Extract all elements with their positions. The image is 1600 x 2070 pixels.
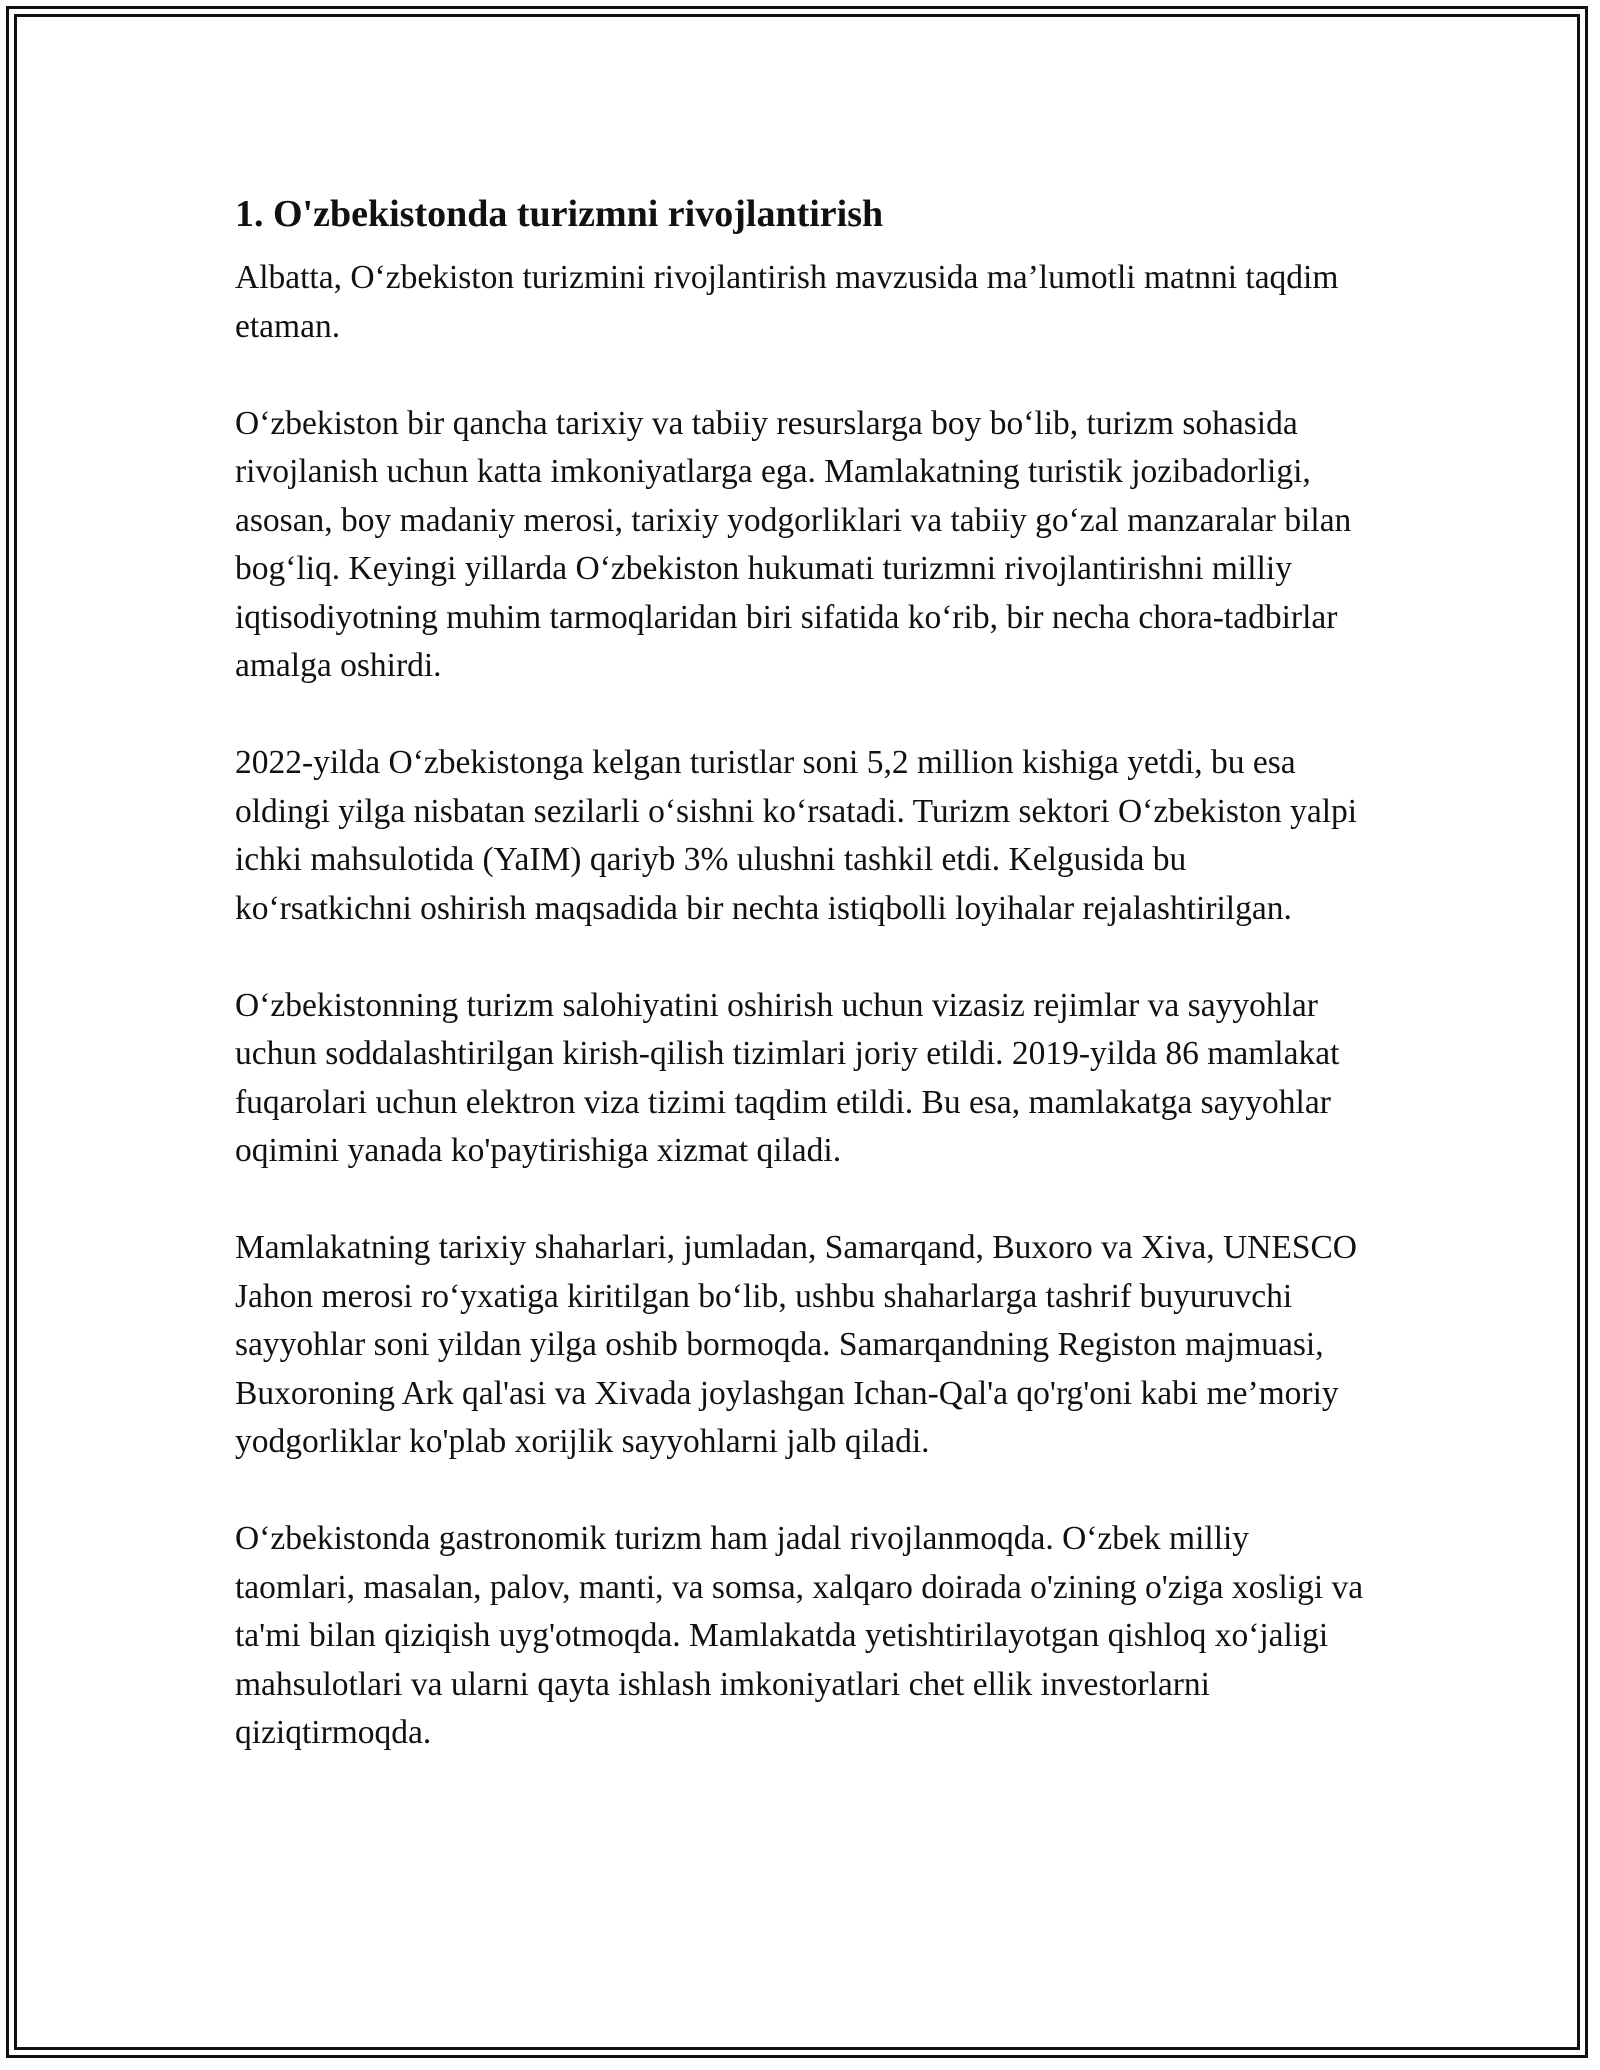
- paragraph-intro: Albatta, O‘zbekiston turizmini rivojlantirish mavzusida ma’lumotli matnni taqdim etaman.: [235, 259, 1339, 345]
- document-body: [235, 188, 1370, 1806]
- section-heading: 1. O'zbekistonda turizmni rivojlantirish: [235, 193, 884, 235]
- paragraph-visa: O‘zbekistonning turizm salohiyatini oshirish uchun vizasiz rejimlar va sayyohlar uchun soddalashtirilgan kirish-qilish tizimlari joriy etildi. 2019-yilda 86 mamlakat fuqarolari uchun elektron viza tizimi taqdim etildi. Bu esa, mamlakatga sayyohlar oqimini yanada ko'paytirishiga xizmat qiladi.: [235, 986, 1340, 1169]
- paragraph-statistics: 2022-yilda O‘zbekistonga kelgan turistlar soni 5,2 million kishiga yetdi, bu esa oldingi yilga nisbatan sezilarli o‘sishni ko‘rsatadi. Turizm sektori O‘zbekiston yalpi ichki mahsulotida (YaIM) qariyb 3% ulushni tashkil etdi. Kelgusida bu ko‘rsatkichni oshirish maqsadida bir nechta istiqbolli loyihalar rejalashtirilgan.: [235, 744, 1358, 927]
- paragraph-resources: O‘zbekiston bir qancha tarixiy va tabiiy resurslarga boy bo‘lib, turizm sohasida rivojlanish uchun katta imkoniyatlarga ega. Mamlakatning turistik jozibadorligi, asosan, boy madaniy merosi, tarixiy yodgorliklari va tabiiy go‘zal manzaralar bilan bog‘liq. Keyingi yillarda O‘zbekiston hukumati turizmni rivojlantirishni milliy iqtisodiyotning muhim tarmoqlaridan biri sifatida ko‘rib, bir necha chora-tadbirlar amalga oshirdi.: [235, 404, 1352, 684]
- paragraph-gastronomy: O‘zbekistonda gastronomik turizm ham jadal rivojlanmoqda. O‘zbek milliy taomlari, masalan, palov, manti, va somsa, xalqaro doirada o'zining o'ziga xosligi va ta'mi bilan qiziqish uyg'otmoqda. Mamlakatda yetishtirilayotgan qishloq xo‘jaligi mahsulotlari va ularni qayta ishlash imkoniyatlari chet ellik investorlarni qiziqtirmoqda.: [235, 1520, 1364, 1751]
- paragraph-historic-cities: Mamlakatning tarixiy shaharlari, jumladan, Samarqand, Buxoro va Xiva, UNESCO Jahon merosi ro‘yxatiga kiritilgan bo‘lib, ushbu shaharlarga tashrif buyuruvchi sayyohlar soni yildan yilga oshib bormoqda. Samarqandning Registon majmuasi, Buxoroning Ark qal'asi va Xivada joylashgan Ichan-Qal'a qo'rg'oni kabi me’moriy yodgorliklar ko'plab xorijlik sayyohlarni jalb qiladi.: [235, 1229, 1358, 1460]
